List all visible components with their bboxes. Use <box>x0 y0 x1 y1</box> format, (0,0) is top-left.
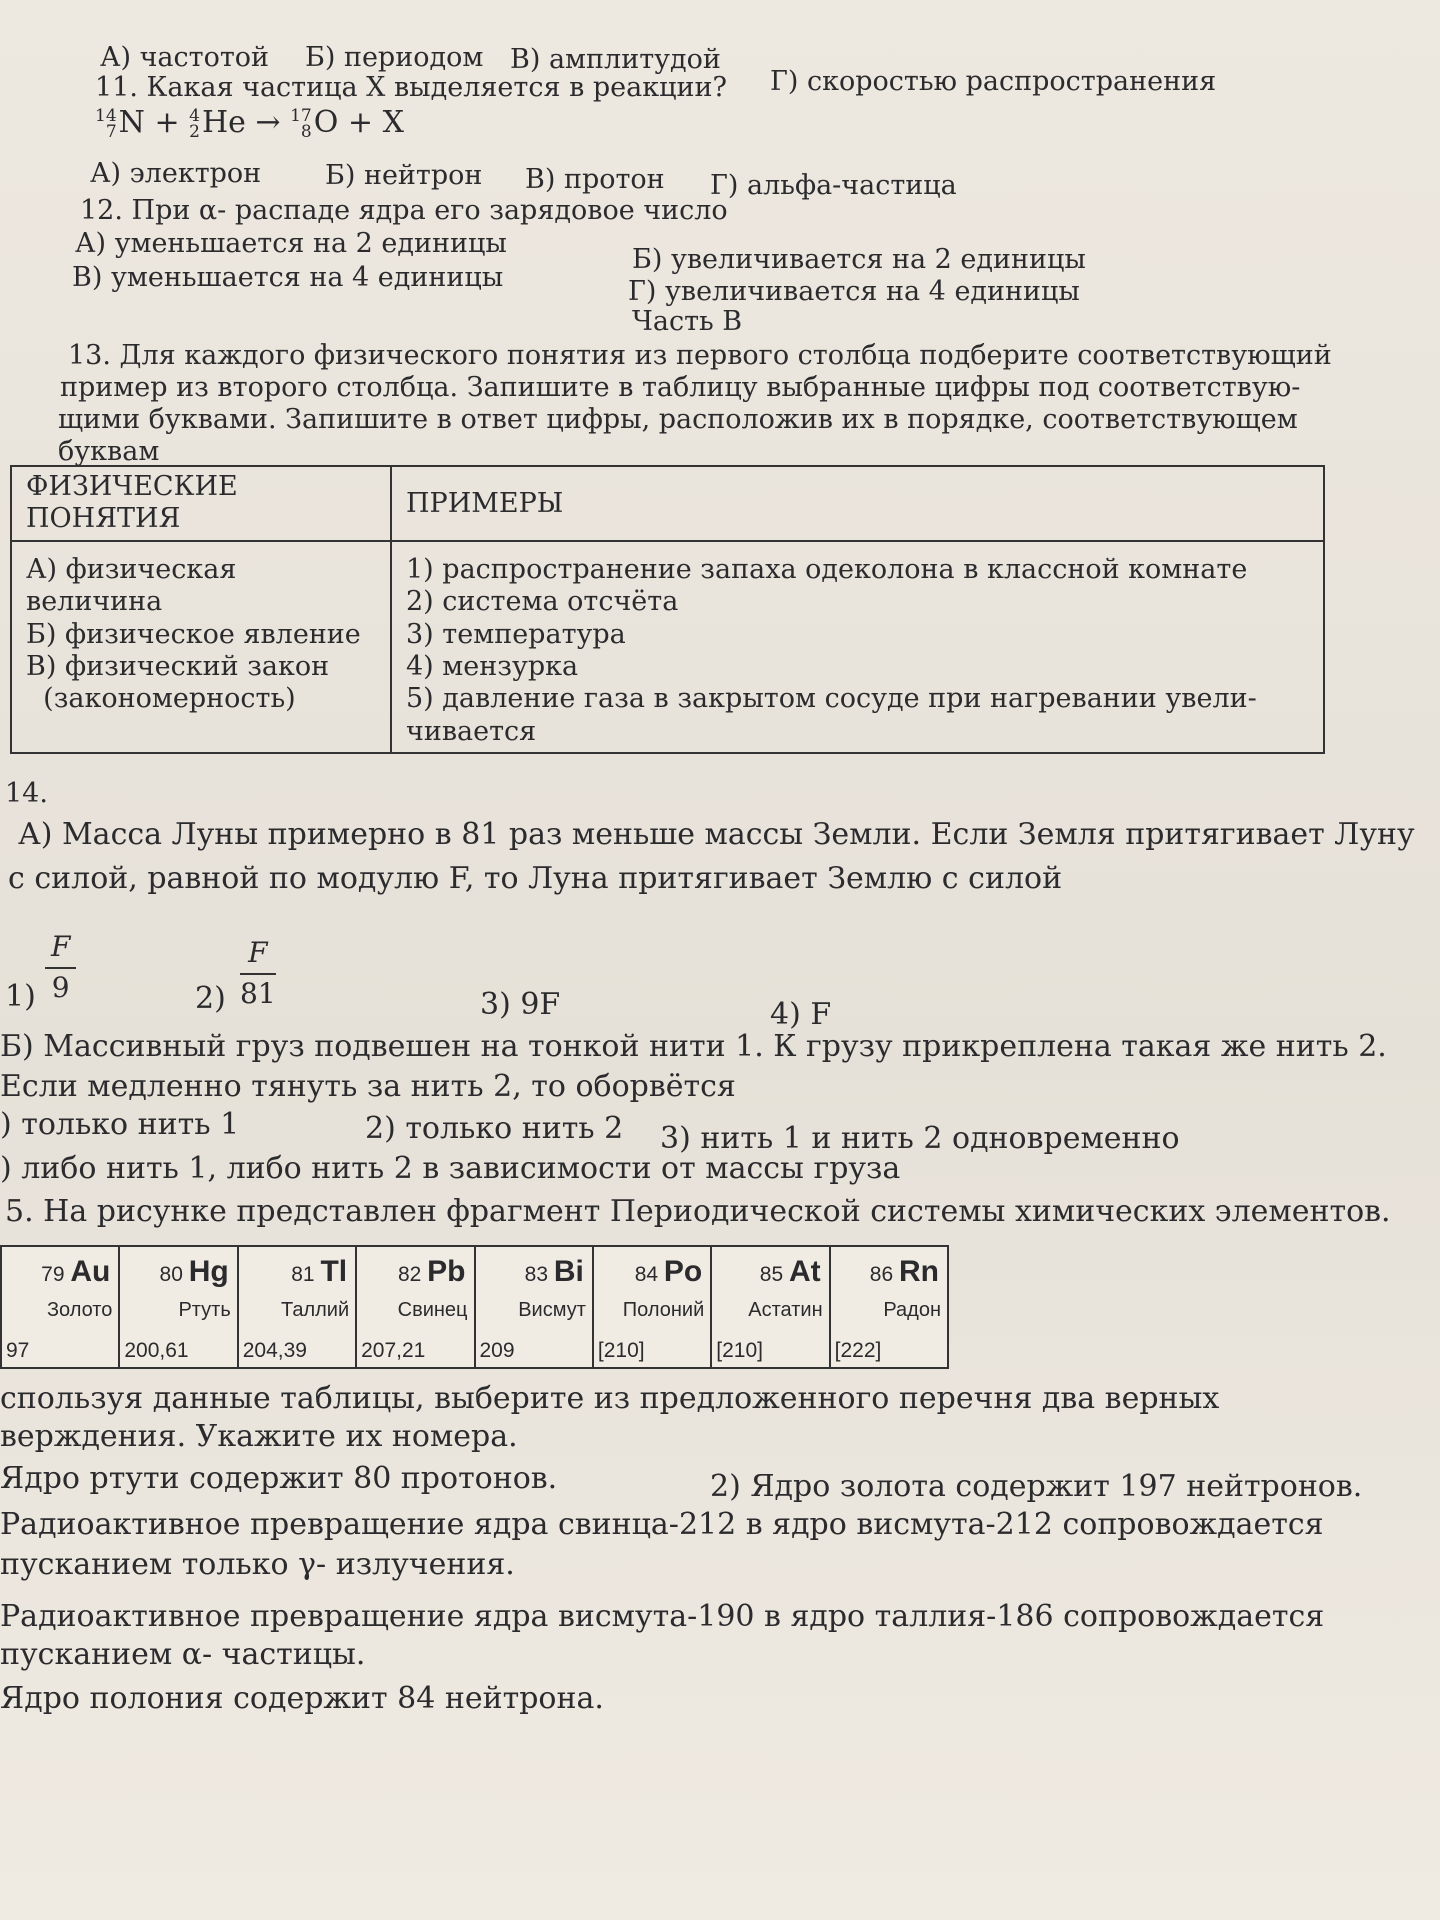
element-cell-au <box>2 1247 120 1367</box>
q14a-text-line-1: А) Масса Луны примерно в 81 раз меньше массы Земли. Если Земля притягивает Луну <box>18 817 1415 852</box>
q14a-option-2-label: 2) <box>195 981 226 1016</box>
element-name: Таллий <box>281 1299 350 1321</box>
q15-question: 5. На рисунке представлен фрагмент Периодической системы химических элементов. <box>5 1194 1391 1229</box>
q11-question: 11. Какая частица X выделяется в реакции? <box>95 72 727 103</box>
helium-nuclide-numbers: 4 2 <box>189 106 200 142</box>
example-3: 3) температура <box>406 618 626 650</box>
q13-text-line-2: пример из второго столбца. Запишите в таблицу выбранные цифры под соответствую- <box>60 372 1301 403</box>
q13-text-line-1: 13. Для каждого физического понятия из первого столбца подберите соответствующий <box>68 340 1332 371</box>
q11-option-d: Г) альфа-частица <box>710 170 957 201</box>
element-mass: 97 <box>6 1339 30 1362</box>
concept-a-line-1: А) физическая <box>26 553 237 585</box>
nitrogen-symbol: N <box>118 105 145 140</box>
element-number-symbol: 82 Pb <box>397 1255 466 1288</box>
helium-symbol: He <box>201 105 246 140</box>
part-b-heading: Часть В <box>632 306 743 337</box>
q11-option-b: Б) нейтрон <box>325 160 483 191</box>
element-name: Полоний <box>622 1299 705 1321</box>
element-mass: [210] <box>597 1339 645 1362</box>
q14a-option-2-fraction: $\frac{F}{81}$ <box>240 936 276 1010</box>
q15-statement-4-line-2: пусканием α- частицы. <box>0 1637 366 1672</box>
table-header-concepts: ФИЗИЧЕСКИЕ ПОНЯТИЯ <box>11 466 391 541</box>
example-5-line-2: чивается <box>406 715 537 747</box>
element-mass: 200,61 <box>124 1339 189 1362</box>
q13-text-line-4: буквам <box>58 436 160 467</box>
example-2: 2) система отсчёта <box>406 586 679 618</box>
element-mass: [210] <box>716 1339 763 1362</box>
q11-equation <box>95 105 404 140</box>
element-number-symbol: 80 Hg <box>159 1255 229 1288</box>
element-mass: 209 <box>479 1339 515 1362</box>
arrow-icon: → <box>255 105 281 140</box>
element-name: Свинец <box>397 1299 468 1321</box>
element-number-symbol: 81 Tl <box>291 1255 348 1288</box>
concept-c-line-2: (закономерность) <box>26 683 296 715</box>
example-4: 4) мензурка <box>406 650 579 682</box>
element-cell-rn <box>831 1247 947 1367</box>
q15-statement-4-line-1: Радиоактивное превращение ядра висмута-190 в ядро таллия-186 сопровождается <box>0 1599 1325 1634</box>
element-name: Радон <box>883 1299 941 1321</box>
q12-option-c: В) уменьшается на 4 единицы <box>72 262 504 293</box>
matching-table <box>10 465 1325 754</box>
q14a-option-1-fraction: $\frac{F}{9}$ <box>45 930 76 1004</box>
table-header-examples: ПРИМЕРЫ <box>391 466 1324 541</box>
q10-option-a: А) частотой <box>100 42 270 73</box>
element-number-symbol: 84 Po <box>634 1255 703 1288</box>
q11-option-c: В) протон <box>525 164 665 195</box>
q14b-option-1: ) только нить 1 <box>0 1107 240 1142</box>
element-cell-tl <box>239 1247 357 1367</box>
concept-b: Б) физическое явление <box>26 618 361 650</box>
concept-a-line-2: величина <box>26 586 163 618</box>
nitrogen-nuclide-numbers: 14 7 <box>95 106 117 142</box>
q14b-option-4: ) либо нить 1, либо нить 2 в зависимости от массы груза <box>0 1151 901 1186</box>
q12-option-d: Г) увеличивается на 4 единицы <box>628 276 1080 307</box>
oxygen-symbol: O <box>313 105 339 140</box>
oxygen-nuclide-numbers: 17 8 <box>290 106 312 142</box>
q11-option-a: А) электрон <box>90 158 262 189</box>
element-cell-pb <box>357 1247 475 1367</box>
q15-instruction-line-1: спользуя данные таблицы, выберите из предложенного перечня два верных <box>0 1381 1220 1416</box>
q14a-option-4: 4) F <box>770 997 832 1032</box>
q15-statement-1: Ядро ртути содержит 80 протонов. <box>0 1461 558 1496</box>
concept-c-line-1: В) физический закон <box>26 650 330 682</box>
element-number-symbol: 85 At <box>759 1255 821 1288</box>
plus-sign: + <box>154 105 180 140</box>
q14a-text-line-2: с силой, равной по модулю F, то Луна притягивает Землю с силой <box>8 861 1063 896</box>
element-cell-hg <box>120 1247 238 1367</box>
periodic-table-fragment <box>0 1245 949 1369</box>
concepts-cell <box>11 541 391 753</box>
q14-number: 14. <box>5 778 48 809</box>
element-mass: [222] <box>834 1339 882 1362</box>
element-name: Золото <box>46 1299 113 1321</box>
equation-tail: + X <box>347 105 404 140</box>
q12-question: 12. При α- распаде ядра его зарядовое число <box>80 195 728 226</box>
example-5-line-1: 5) давление газа в закрытом сосуде при нагревании увели- <box>406 683 1257 715</box>
element-mass: 204,39 <box>242 1339 307 1362</box>
q15-statement-3-line-1: Радиоактивное превращение ядра свинца-212 в ядро висмута-212 сопровождается <box>0 1507 1324 1542</box>
q15-statement-3-line-2: пусканием только γ- излучения. <box>0 1547 515 1582</box>
q15-statement-5: Ядро полония содержит 84 нейтрона. <box>0 1681 604 1716</box>
q14b-option-2: 2) только нить 2 <box>365 1111 624 1146</box>
q14b-text-line-1: Б) Массивный груз подвешен на тонкой нити 1. К грузу прикреплена такая же нить 2. <box>0 1029 1387 1064</box>
q14b-text-line-2: Если медленно тянуть за нить 2, то оборвётся <box>0 1069 736 1104</box>
q15-instruction-line-2: верждения. Укажите их номера. <box>0 1419 518 1454</box>
q13-text-line-3: щими буквами. Запишите в ответ цифры, расположив их в порядке, соответствующем <box>58 404 1298 435</box>
element-cell-po <box>594 1247 712 1367</box>
element-mass: 207,21 <box>361 1339 426 1362</box>
q15-statement-2: 2) Ядро золота содержит 197 нейтронов. <box>710 1469 1363 1504</box>
q14a-option-3: 3) 9F <box>480 987 561 1022</box>
element-name: Висмут <box>518 1299 586 1321</box>
examples-cell <box>391 541 1324 753</box>
q10-option-b: Б) периодом <box>305 42 484 73</box>
element-cell-bi <box>476 1247 594 1367</box>
q14b-option-3: 3) нить 1 и нить 2 одновременно <box>660 1121 1180 1156</box>
element-name: Астатин <box>748 1299 823 1321</box>
q10-option-c: В) амплитудой <box>510 44 721 75</box>
q10-option-d: Г) скоростью распространения <box>770 66 1217 97</box>
element-cell-at <box>712 1247 830 1367</box>
q12-option-b: Б) увеличивается на 2 единицы <box>632 244 1086 275</box>
q14a-option-1-label: 1) <box>5 979 36 1014</box>
element-number-symbol: 79 Au <box>41 1255 111 1288</box>
example-1: 1) распространение запаха одеколона в классной комнате <box>406 553 1248 585</box>
element-number-symbol: 86 Rn <box>869 1255 939 1288</box>
element-name: Ртуть <box>178 1299 231 1321</box>
element-number-symbol: 83 Bi <box>524 1255 584 1288</box>
q12-option-a: А) уменьшается на 2 единицы <box>75 228 507 259</box>
